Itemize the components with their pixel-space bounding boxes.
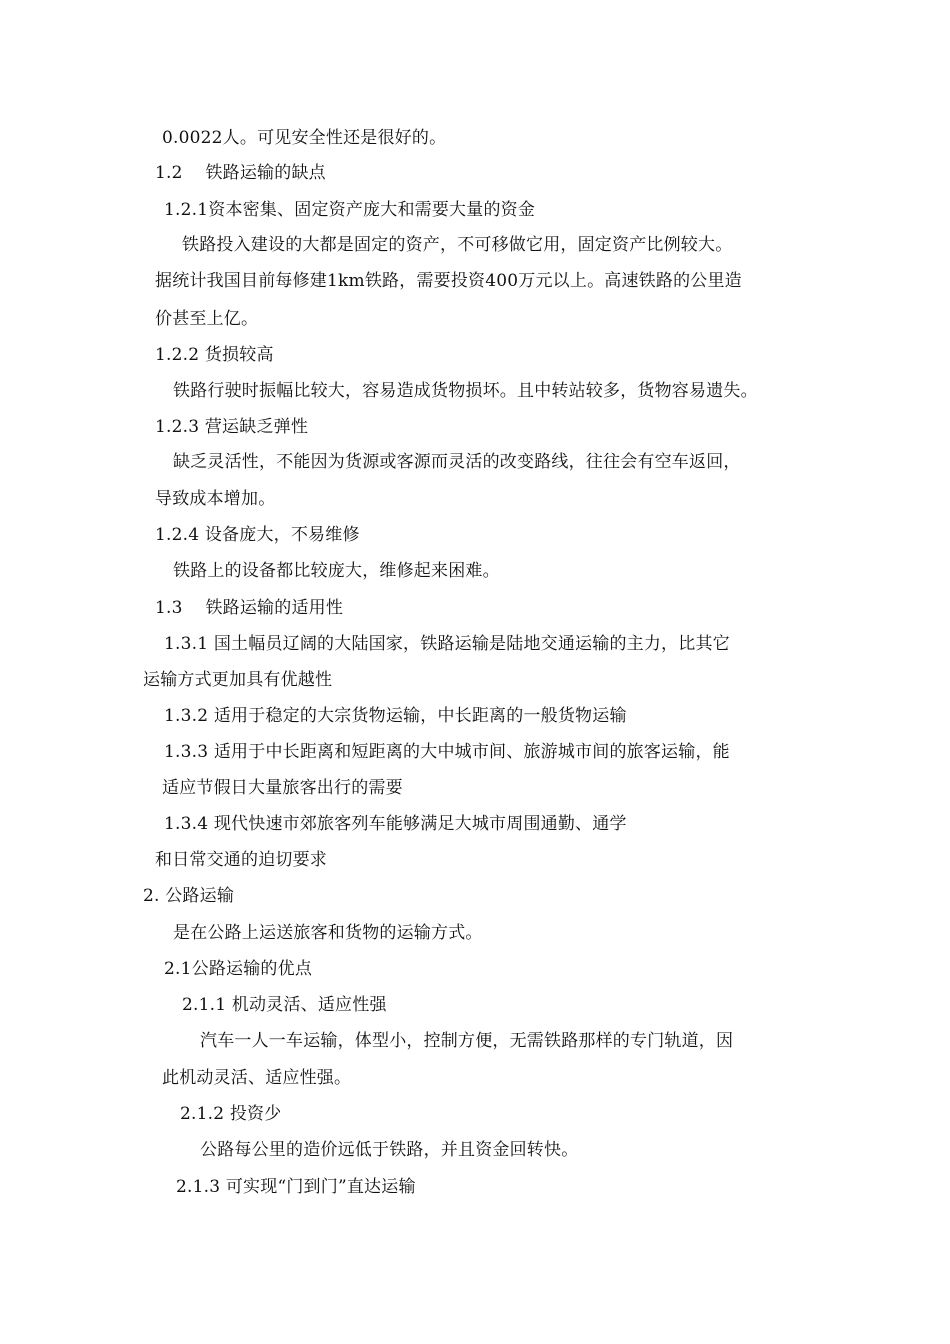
text-line: 公路每公里的造价远低于铁路，并且资金回转快。: [200, 1140, 579, 1160]
subsection-heading: 1.3.3 适用于中长距离和短距离的大中城市间、旅游城市间的旅客运输，能: [164, 742, 730, 762]
subsection-heading: 2.1.2 投资少: [180, 1104, 282, 1124]
subsection-heading: 1.3.1 国土幅员辽阔的大陆国家，铁路运输是陆地交通运输的主力，比其它: [164, 634, 730, 654]
subsection-heading: 1.2.2 货损较高: [155, 345, 274, 365]
text-line: 导致成本增加。: [155, 489, 276, 509]
subsection-heading: 1.3.4 现代快速市郊旅客列车能够满足大城市周围通勤、通学: [164, 814, 627, 834]
text-line: 缺乏灵活性，不能因为货源或客源而灵活的改变路线，往往会有空车返回，: [173, 452, 741, 472]
text-line: 铁路投入建设的大都是固定的资产，不可移做它用，固定资产比例较大。: [182, 235, 733, 255]
subsection-heading: 1.2.4 设备庞大，不易维修: [155, 525, 360, 545]
section-heading: 1.3 铁路运输的适用性: [155, 598, 344, 618]
text-line: 铁路行驶时振幅比较大，容易造成货物损坏。且中转站较多，货物容易遗失。: [173, 381, 758, 401]
text-line: 0.0022人。可见安全性还是很好的。: [162, 128, 447, 148]
text-line: 汽车一人一车运输，体型小，控制方便，无需铁路那样的专门轨道，因: [200, 1031, 734, 1051]
text-line: 据统计我国目前每修建1km铁路，需要投资400万元以上。高速铁路的公里造: [155, 271, 742, 291]
subsection-heading: 1.3.2 适用于稳定的大宗货物运输，中长距离的一般货物运输: [164, 706, 627, 726]
subsection-heading: 1.2.3 营运缺乏弹性: [155, 417, 309, 437]
section-heading: 1.2 铁路运输的缺点: [155, 163, 326, 183]
text-line: 和日常交通的迫切要求: [155, 850, 327, 870]
subsection-heading: 2.1公路运输的优点: [164, 959, 313, 979]
subsection-heading: 2.1.3 可实现“门到门”直达运输: [176, 1177, 416, 1197]
text-line: 铁路上的设备都比较庞大，维修起来困难。: [173, 561, 500, 581]
text-line: 适应节假日大量旅客出行的需要: [162, 778, 403, 798]
subsection-heading: 1.2.1资本密集、固定资产庞大和需要大量的资金: [164, 200, 536, 220]
section-heading: 2. 公路运输: [143, 886, 235, 906]
text-line: 价甚至上亿。: [155, 309, 259, 329]
text-line: 运输方式更加具有优越性: [143, 670, 333, 690]
subsection-heading: 2.1.1 机动灵活、适应性强: [182, 995, 387, 1015]
text-line: 是在公路上运送旅客和货物的运输方式。: [173, 923, 483, 943]
text-line: 此机动灵活、适应性强。: [162, 1068, 352, 1088]
